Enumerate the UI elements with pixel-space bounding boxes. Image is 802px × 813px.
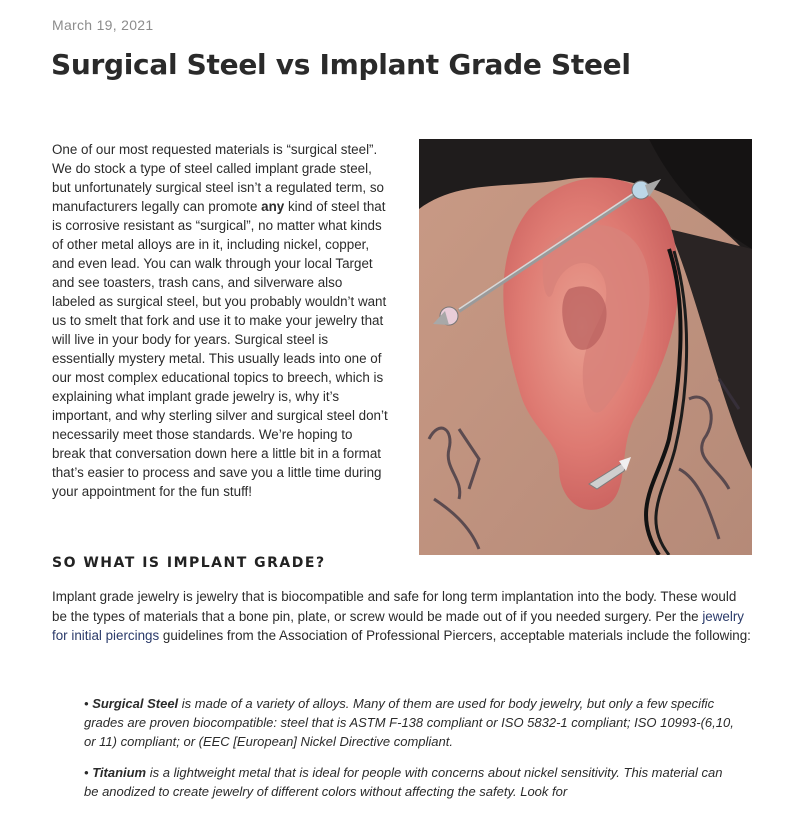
ear-piercing-photo (419, 139, 752, 555)
section-paragraph: Implant grade jewelry is jewelry that is biocompatible and safe for long term implantation into the body. These would be the types of materials that a bone pin, plate, or screw would be made out of if you needed surgery. Per the jewelry for initial piercings guidelines from the Association of Professional Piercers, acceptable materials include the following: (52, 589, 751, 643)
list-item: • Surgical Steel is made of a variety of alloys. Many of them are used for body jewelry, but only a few specific grades are proven biocompatible: steel that is ASTM F-138 compliant or ISO 5832-1 compliant; ISO 10993-(6,10, or 11) compliant; or (EEC [European] Nickel Directive compliant. (84, 696, 734, 749)
emphasis-any: any (261, 199, 285, 214)
post-date: March 19, 2021 (52, 17, 154, 33)
material-name: Titanium (92, 765, 147, 780)
initial-piercings-link[interactable]: jewelry for initial piercings (52, 608, 744, 643)
material-name: Surgical Steel (92, 696, 179, 711)
section-heading: SO WHAT IS IMPLANT GRADE? (52, 555, 326, 571)
list-item: • Titanium is a lightweight metal that is ideal for people with concerns about nickel sensitivity. This material can be anodized to create jewelry of different colors without affecting the safety. Look for (84, 765, 723, 799)
materials-list (84, 694, 734, 813)
page-title: Surgical Steel vs Implant Grade Steel (51, 48, 631, 81)
intro-paragraph: One of our most requested materials is “surgical steel”. We do stock a type of steel called implant grade steel, but unfortunately surgical steel isn’t a regulated term, so manufacturers legally can promote any kind of steel that is corrosive resistant as “surgical”, no matter what kinds of other metal alloys are in it, including nickel, copper, and even lead. You can walk through your local Target and see toasters, trash cans, and silverware also labeled as surgical steel, but you probably wouldn’t want us to smelt that fork and use it to make your jewelry that will live in your body for years. Surgical steel is essentially mystery metal. This usually leads into one of our most complex educational topics to breech, which is explaining what implant grade jewelry is, why it’s important, and why sterling silver and surgical steel don’t necessarily meet those standards. We’re hoping to break that conversation down here a little bit in a format that’s easier to process and save you a little time during your appointment for the fun stuff! (52, 142, 388, 499)
